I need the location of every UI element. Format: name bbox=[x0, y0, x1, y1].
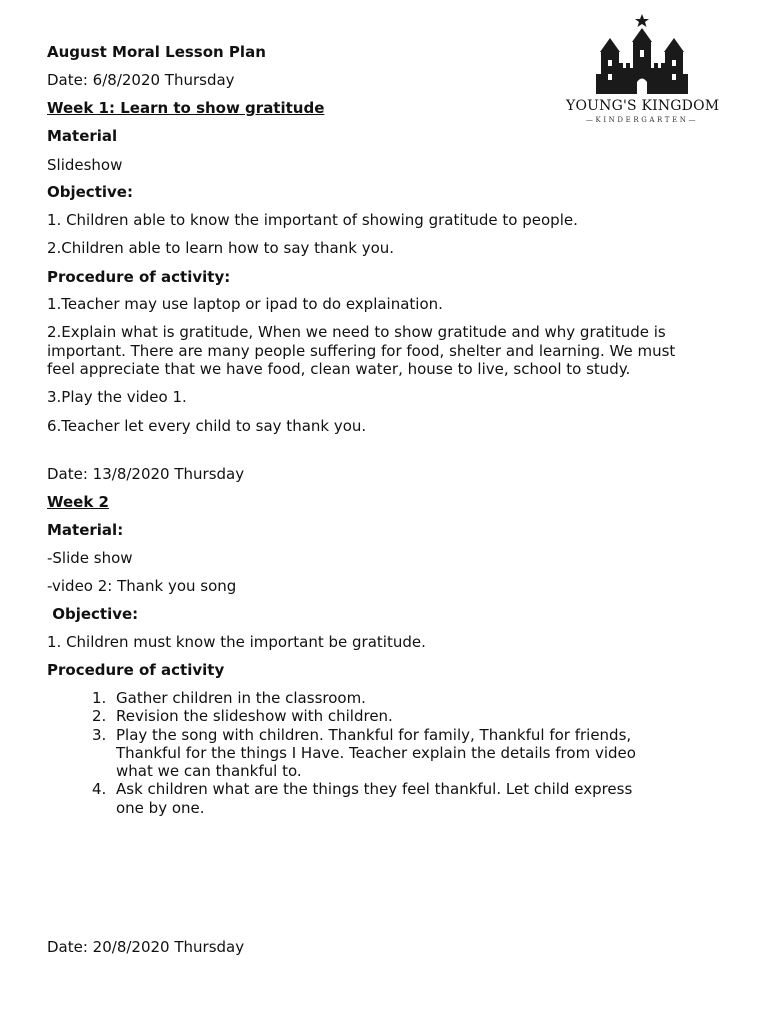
week2-material-2: -video 2: Thank you song bbox=[47, 577, 237, 595]
list-item bbox=[92, 689, 662, 707]
list-item bbox=[92, 780, 662, 817]
week1-procedure-3: 3.Play the video 1. bbox=[47, 388, 187, 406]
list-item-number: 3. bbox=[92, 725, 107, 744]
week1-procedure-2: 2.Explain what is gratitude, When we need to show gratitude and why gratitude is important. There are many people suffering for food, shelter and learning. We must feel appreciate that we have food, clean water, house to live, school to study. bbox=[47, 323, 676, 378]
week1-heading: Week 1: Learn to show gratitude bbox=[47, 99, 325, 117]
week2-procedure-list bbox=[92, 689, 662, 817]
week1-procedure-1: 1.Teacher may use laptop or ipad to do explaination. bbox=[47, 295, 443, 313]
list-item bbox=[92, 726, 662, 781]
list-item-text: Ask children what are the things they feel thankful. Let child express one by one. bbox=[116, 780, 633, 817]
week2-material-label: Material: bbox=[47, 521, 124, 539]
list-item-number: 1. bbox=[92, 689, 107, 707]
list-item-text: Gather children in the classroom. bbox=[116, 689, 366, 707]
week1-date: Date: 6/8/2020 Thursday bbox=[47, 71, 235, 89]
list-item-number: 4. bbox=[92, 780, 107, 799]
logo-subtitle: —KINDERGARTEN— bbox=[585, 116, 699, 124]
week2-objective-1: 1. Children must know the important be gratitude. bbox=[47, 633, 426, 651]
week2-objective-label: Objective: bbox=[47, 605, 139, 623]
week1-procedure-4: 6.Teacher let every child to say thank you. bbox=[47, 417, 367, 435]
logo-name: YOUNG'S KINGDOM bbox=[566, 98, 720, 114]
week3-date: Date: 20/8/2020 Thursday bbox=[47, 938, 245, 956]
week2-material-1: -Slide show bbox=[47, 549, 133, 567]
week1-material: Slideshow bbox=[47, 156, 123, 174]
school-logo bbox=[566, 12, 718, 124]
week1-objective-2: 2.Children able to learn how to say thank you. bbox=[47, 239, 395, 257]
week1-objective-1: 1. Children able to know the important of showing gratitude to people. bbox=[47, 211, 578, 229]
week1-material-label: Material bbox=[47, 127, 118, 145]
week2-date: Date: 13/8/2020 Thursday bbox=[47, 465, 245, 483]
castle-icon bbox=[566, 12, 718, 96]
list-item-text: Revision the slideshow with children. bbox=[116, 707, 393, 726]
week1-procedure-label: Procedure of activity: bbox=[47, 268, 231, 286]
document-title: August Moral Lesson Plan bbox=[47, 43, 266, 61]
list-item bbox=[92, 707, 662, 725]
week1-objective-label: Objective: bbox=[47, 183, 133, 201]
week2-heading: Week 2 bbox=[47, 493, 109, 511]
list-item-number: 2. bbox=[92, 707, 107, 726]
week2-procedure-label: Procedure of activity bbox=[47, 661, 225, 679]
list-item-text: Play the song with children. Thankful for family, Thankful for friends, Thankful for the things I Have. Teacher explain the details from video what we can thankful to. bbox=[116, 725, 636, 781]
